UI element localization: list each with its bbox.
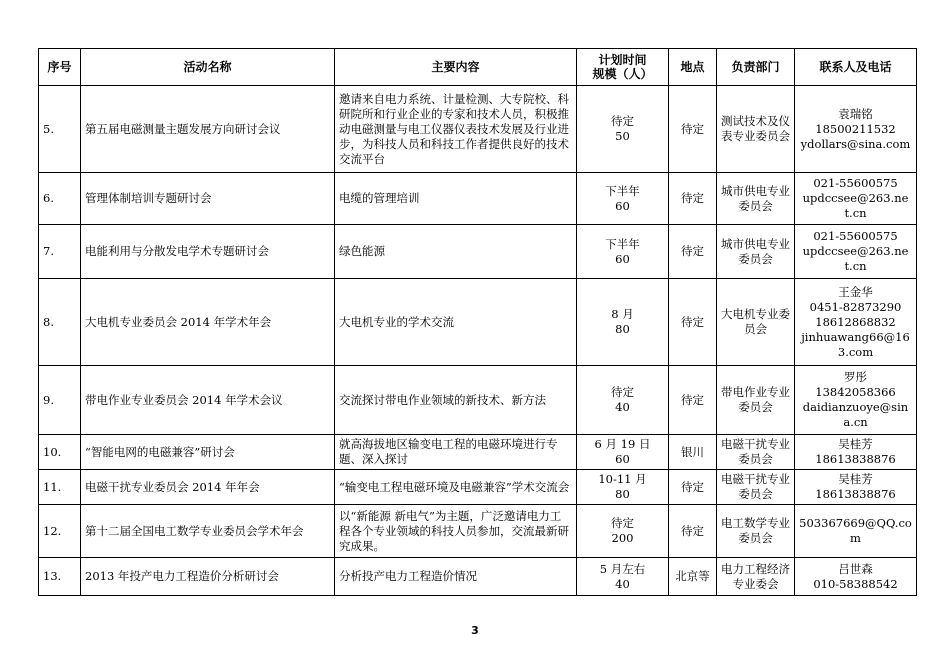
row-no: 9.	[39, 366, 81, 435]
row-no: 6.	[39, 173, 81, 225]
row-content: 交流探讨带电作业领域的新技术、新方法	[335, 366, 577, 435]
row-no: 8.	[39, 279, 81, 366]
row-contact: 021-55600575 updccsee@263.net.cn	[795, 173, 917, 225]
row-content: 分析投产电力工程造价情况	[335, 558, 577, 596]
row-content: 电缆的管理培训	[335, 173, 577, 225]
row-place: 北京等	[669, 558, 717, 596]
header-no: 序号	[39, 49, 81, 86]
row-time: 待定 40	[577, 366, 669, 435]
row-name: 管理体制培训专题研讨会	[81, 173, 335, 225]
row-dept: 城市供电专业委员会	[717, 225, 795, 279]
row-name: 第五届电磁测量主题发展方向研讨会议	[81, 86, 335, 173]
table-row	[39, 366, 917, 435]
row-contact: 王金华 0451-82873290 18612868832 jinhuawang66@163.com	[795, 279, 917, 366]
table-row	[39, 470, 917, 505]
row-time: 待定 50	[577, 86, 669, 173]
row-no: 5.	[39, 86, 81, 173]
row-no: 13.	[39, 558, 81, 596]
activity-schedule-table	[38, 48, 917, 596]
table-header-row	[39, 49, 917, 86]
table-row	[39, 558, 917, 596]
row-dept: 带电作业专业委员会	[717, 366, 795, 435]
row-name: 带电作业专业委员会 2014 年学术会议	[81, 366, 335, 435]
row-place: 待定	[669, 86, 717, 173]
row-content: 大电机专业的学术交流	[335, 279, 577, 366]
header-content: 主要内容	[335, 49, 577, 86]
row-name: 大电机专业委员会 2014 年学术年会	[81, 279, 335, 366]
table-row	[39, 435, 917, 470]
row-dept: 电工数学专业委员会	[717, 505, 795, 558]
row-name: 2013 年投产电力工程造价分析研讨会	[81, 558, 335, 596]
row-name: “智能电网的电磁兼容”研讨会	[81, 435, 335, 470]
row-contact: 吴桂芳 18613838876	[795, 470, 917, 505]
row-time: 下半年 60	[577, 225, 669, 279]
table-row	[39, 86, 917, 173]
row-place: 待定	[669, 225, 717, 279]
row-contact: 503367669@QQ.com	[795, 505, 917, 558]
row-time: 5 月左右 40	[577, 558, 669, 596]
row-dept: 测试技术及仪表专业委员会	[717, 86, 795, 173]
row-place: 待定	[669, 505, 717, 558]
row-name: 第十二届全国电工数学专业委员会学术年会	[81, 505, 335, 558]
row-place: 待定	[669, 173, 717, 225]
row-contact: 021-55600575 updccsee@263.net.cn	[795, 225, 917, 279]
page-number: 3	[471, 624, 479, 637]
row-time: 待定 200	[577, 505, 669, 558]
row-no: 12.	[39, 505, 81, 558]
row-name: 电能利用与分散发电学术专题研讨会	[81, 225, 335, 279]
row-dept: 城市供电专业委员会	[717, 173, 795, 225]
table-row	[39, 505, 917, 558]
row-contact: 袁瑞铭 18500211532 ydollars@sina.com	[795, 86, 917, 173]
row-content: “输变电工程电磁环境及电磁兼容”学术交流会	[335, 470, 577, 505]
row-time: 8 月 80	[577, 279, 669, 366]
row-place: 待定	[669, 366, 717, 435]
row-no: 10.	[39, 435, 81, 470]
row-place: 待定	[669, 470, 717, 505]
header-dept: 负责部门	[717, 49, 795, 86]
row-no: 7.	[39, 225, 81, 279]
row-dept: 电磁干扰专业委员会	[717, 435, 795, 470]
header-time: 计划时间 规模（人）	[577, 49, 669, 86]
header-place: 地点	[669, 49, 717, 86]
header-name: 活动名称	[81, 49, 335, 86]
row-place: 待定	[669, 279, 717, 366]
table-row	[39, 225, 917, 279]
table-row	[39, 279, 917, 366]
row-name: 电磁干扰专业委员会 2014 年年会	[81, 470, 335, 505]
row-time: 10-11 月 80	[577, 470, 669, 505]
row-contact: 罗彤 13842058366 daidianzuoye@sina.cn	[795, 366, 917, 435]
row-contact: 吕世森 010-58388542	[795, 558, 917, 596]
row-contact: 吴桂芳 18613838876	[795, 435, 917, 470]
row-dept: 大电机专业委员会	[717, 279, 795, 366]
row-content: 以“新能源 新电气”为主题，广泛邀请电力工程各个专业领域的科技人员参加，交流最新研究成果。	[335, 505, 577, 558]
table-row	[39, 173, 917, 225]
row-time: 下半年 60	[577, 173, 669, 225]
row-dept: 电磁干扰专业委员会	[717, 470, 795, 505]
row-content: 就高海拔地区输变电工程的电磁环境进行专题、深入探讨	[335, 435, 577, 470]
row-dept: 电力工程经济专业委会	[717, 558, 795, 596]
row-content: 绿色能源	[335, 225, 577, 279]
header-contact: 联系人及电话	[795, 49, 917, 86]
row-no: 11.	[39, 470, 81, 505]
row-time: 6 月 19 日 60	[577, 435, 669, 470]
row-place: 银川	[669, 435, 717, 470]
row-content: 邀请来自电力系统、计量检测、大专院校、科研院所和行业企业的专家和技术人员，积极推动电磁测量与电工仪器仪表技术发展及行业进步，为科技人员和科技工作者提供良好的技术交流平台	[335, 86, 577, 173]
